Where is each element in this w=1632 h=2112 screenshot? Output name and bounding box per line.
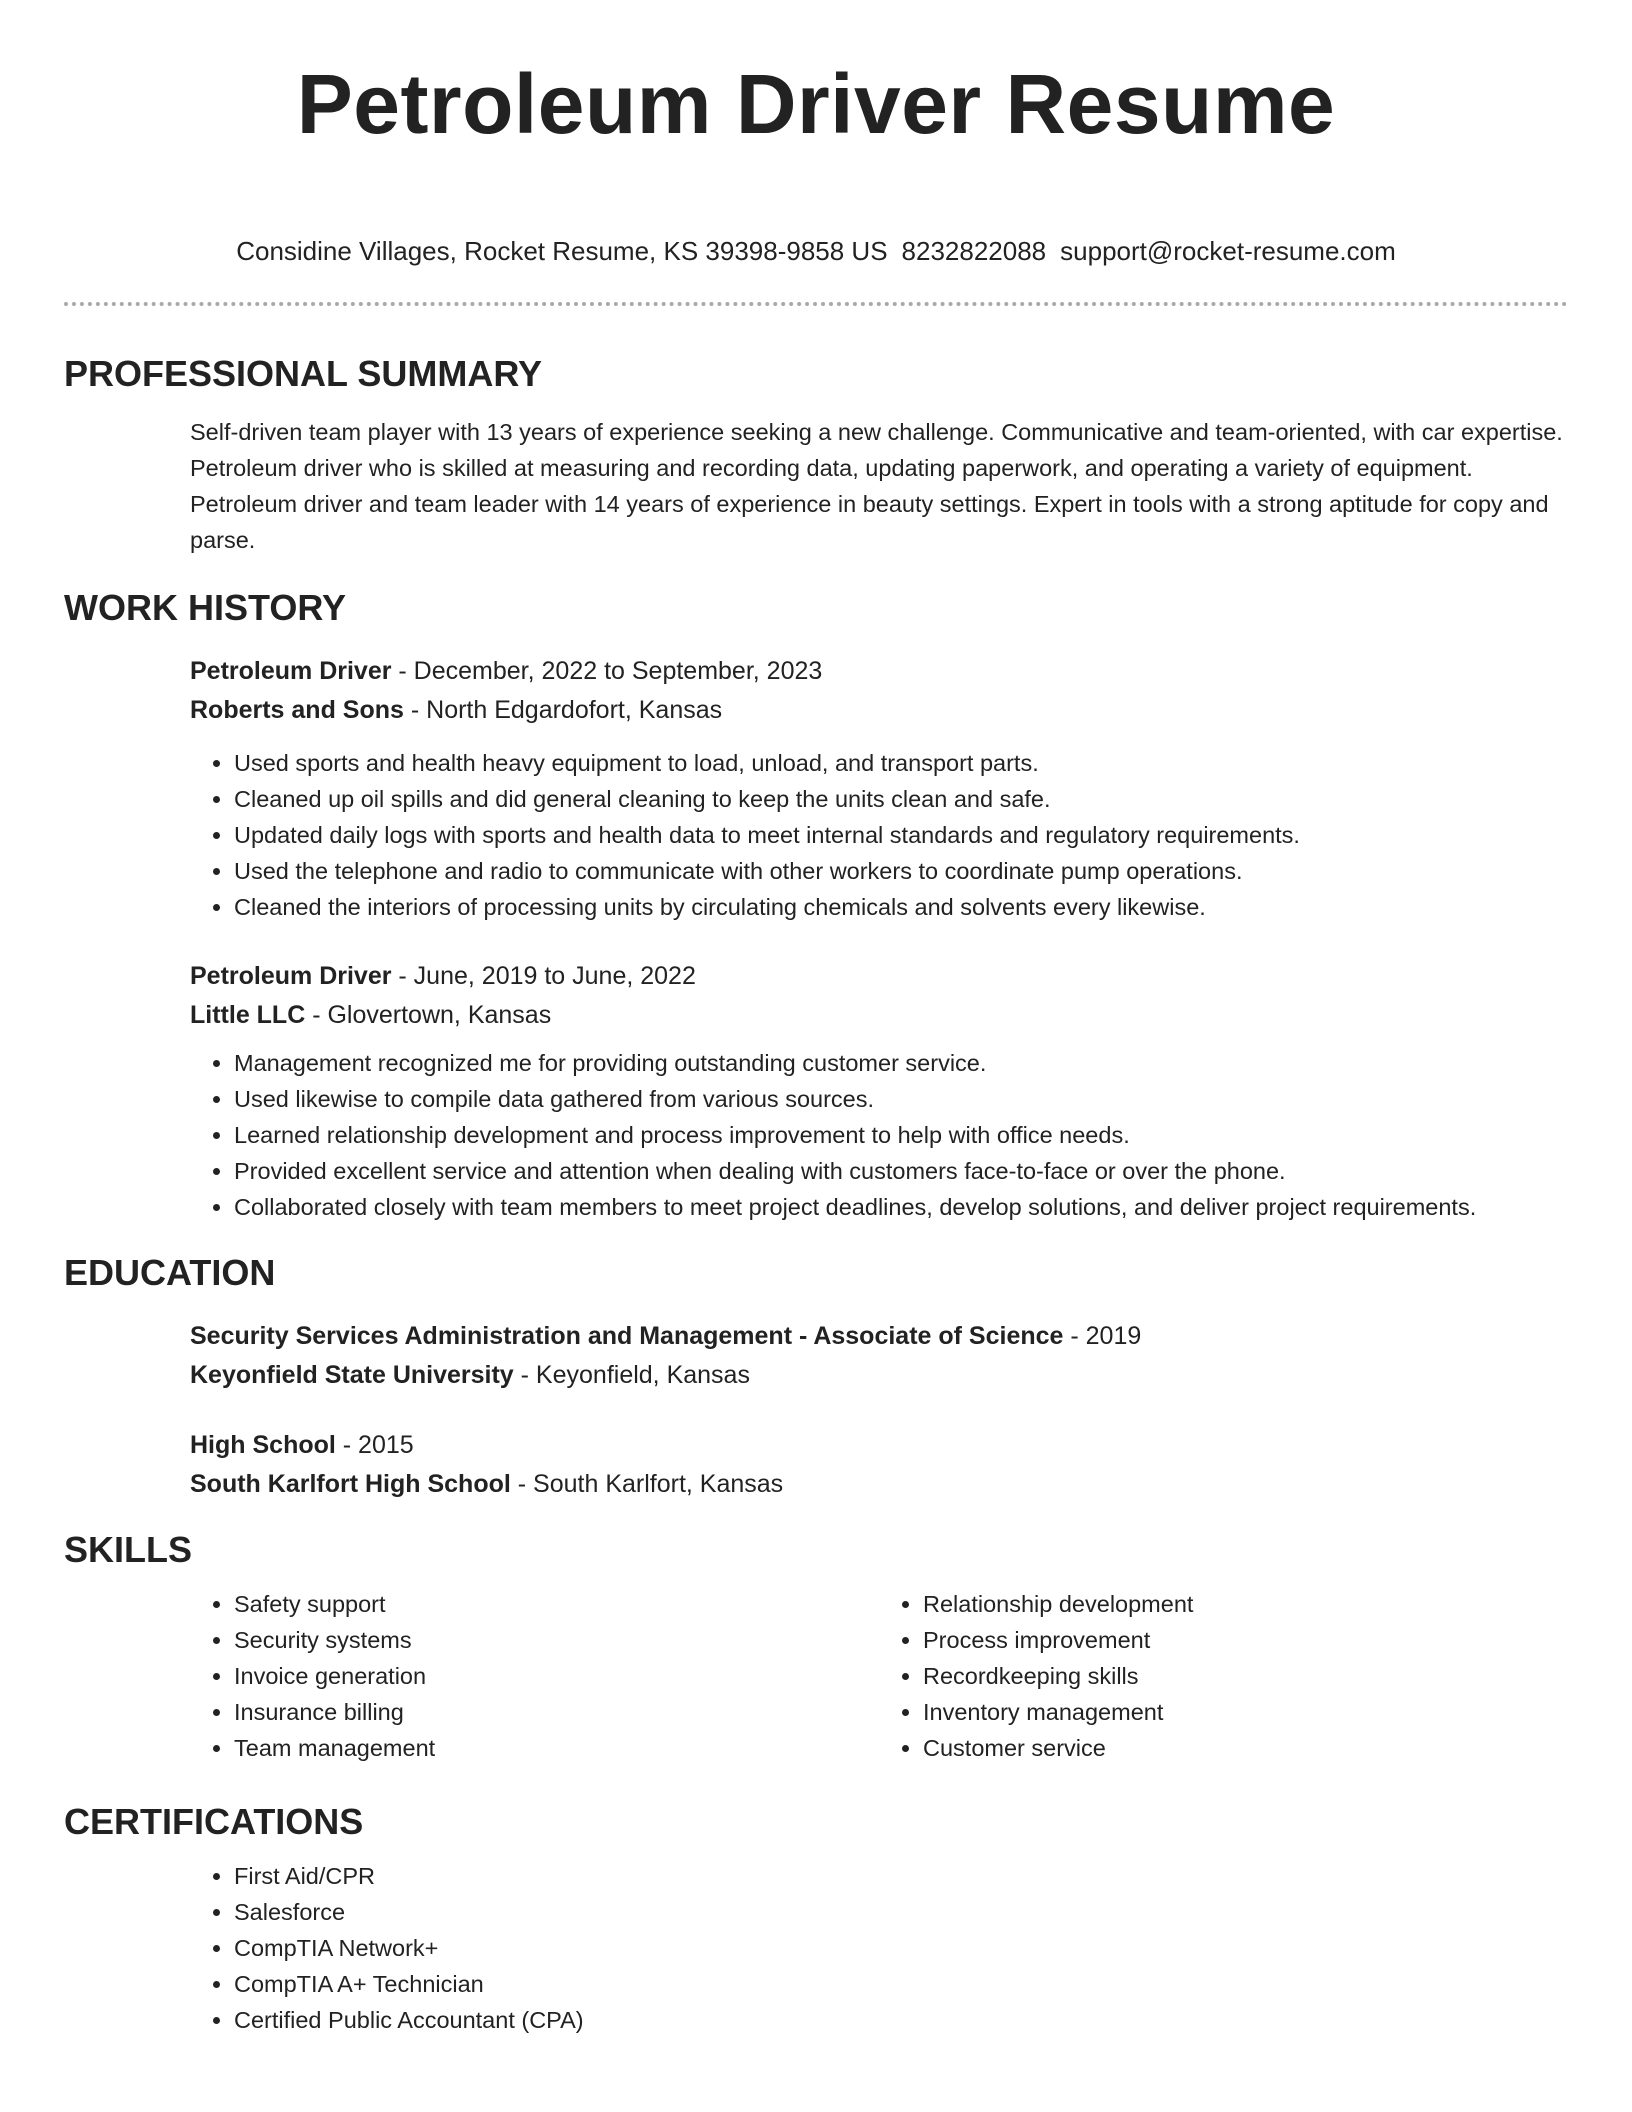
certification-item: • First Aid/CPR (234, 1858, 1568, 1894)
certifications-block (190, 1858, 1568, 2038)
job-company-line (190, 996, 1568, 1035)
education-degree: Security Services Administration and Management - Associate of Science (190, 1322, 1064, 1350)
skill-item: • Inventory management (923, 1694, 1568, 1730)
job-entry (190, 652, 1568, 925)
education-location: - South Karlfort, Kansas (510, 1470, 784, 1498)
skill-item: • Relationship development (923, 1586, 1568, 1622)
education-degree-line (190, 1317, 1568, 1356)
education-heading: EDUCATION (64, 1252, 276, 1293)
skill-item: • Process improvement (923, 1622, 1568, 1658)
list-item: • Used sports and health heavy equipment to load, unload, and transport parts. (234, 745, 1568, 781)
certification-item: • Salesforce (234, 1894, 1568, 1930)
job-location: - Glovertown, Kansas (305, 1001, 552, 1029)
job-title-line (190, 652, 1568, 691)
list-item: • Used the telephone and radio to communicate with other workers to coordinate pump operations. (234, 853, 1568, 889)
list-item: • Cleaned up oil spills and did general cleaning to keep the units clean and safe. (234, 781, 1568, 817)
list-item: • Management recognized me for providing outstanding customer service. (234, 1045, 1568, 1081)
job-title-line (190, 957, 1568, 996)
skill-item: • Customer service (923, 1730, 1568, 1766)
skill-item: • Safety support (234, 1586, 879, 1622)
list-item: • Collaborated closely with team members to meet project deadlines, develop solutions, and deliver project requirements. (234, 1189, 1568, 1225)
contact-address: Considine Villages, Rocket Resume, KS 39398-9858 US (236, 236, 888, 266)
list-item: • Used likewise to compile data gathered from various sources. (234, 1081, 1568, 1117)
resume-title: Petroleum Driver Resume (296, 57, 1336, 151)
job-company: Little LLC (190, 1001, 306, 1029)
summary-heading: PROFESSIONAL SUMMARY (64, 353, 543, 394)
education-entry (190, 1426, 1568, 1504)
education-school-line (190, 1356, 1568, 1395)
skills-grid (190, 1586, 1568, 1766)
skill-item: • Security systems (234, 1622, 879, 1658)
list-item: • Cleaned the interiors of processing units by circulating chemicals and solvents every likewise. (234, 889, 1568, 925)
list-item: • Updated daily logs with sports and health data to meet internal standards and regulatory requirements. (234, 817, 1568, 853)
job-company: Roberts and Sons (190, 696, 404, 724)
summary-text: Self-driven team player with 13 years of experience seeking a new challenge. Communicative and team-oriented, with car expertise. Petroleum driver who is skilled at measuring and recording data, updating paperwork, and operating a variety of equipment. Petroleum driver and team leader with 14 years of experience in beauty settings. Expert in tools with a strong aptitude for copy and parse. (190, 419, 1563, 553)
job-company-line (190, 691, 1568, 730)
contact-line (64, 234, 1568, 268)
education-school: Keyonfield State University (190, 1361, 514, 1389)
header-divider (64, 302, 1568, 306)
job-entry (190, 957, 1568, 1225)
certification-item: • CompTIA Network+ (234, 1930, 1568, 1966)
contact-email: support@rocket-resume.com (1060, 236, 1396, 266)
skill-item: • Insurance billing (234, 1694, 879, 1730)
skills-list-right (879, 1586, 1568, 1766)
education-year: - 2015 (335, 1431, 414, 1459)
job-dates: - December, 2022 to September, 2023 (391, 657, 823, 685)
job-location: - North Edgardofort, Kansas (403, 696, 723, 724)
skills-heading: SKILLS (64, 1529, 193, 1570)
job-bullets (190, 745, 1568, 925)
skills-list-left (190, 1586, 879, 1766)
certifications-list (190, 1858, 1568, 2038)
education-location: - Keyonfield, Kansas (513, 1361, 750, 1389)
certifications-heading: CERTIFICATIONS (64, 1801, 364, 1842)
skill-item: • Recordkeeping skills (923, 1658, 1568, 1694)
certification-item: • CompTIA A+ Technician (234, 1966, 1568, 2002)
education-entry (190, 1317, 1568, 1395)
job-bullets (190, 1045, 1568, 1225)
work-history-heading: WORK HISTORY (64, 587, 347, 628)
skill-item: • Invoice generation (234, 1658, 879, 1694)
contact-phone: 8232822088 (901, 236, 1047, 266)
job-role: Petroleum Driver (190, 657, 392, 685)
education-school-line (190, 1465, 1568, 1504)
job-dates: - June, 2019 to June, 2022 (391, 962, 696, 990)
list-item: • Learned relationship development and process improvement to help with office needs. (234, 1117, 1568, 1153)
list-item: • Provided excellent service and attention when dealing with customers face-to-face or over the phone. (234, 1153, 1568, 1189)
education-year: - 2019 (1063, 1322, 1142, 1350)
education-degree-line (190, 1426, 1568, 1465)
certification-item: • Certified Public Accountant (CPA) (234, 2002, 1568, 2038)
education-degree: High School (190, 1431, 336, 1459)
job-role: Petroleum Driver (190, 962, 392, 990)
education-school: South Karlfort High School (190, 1470, 511, 1498)
skill-item: • Team management (234, 1730, 879, 1766)
